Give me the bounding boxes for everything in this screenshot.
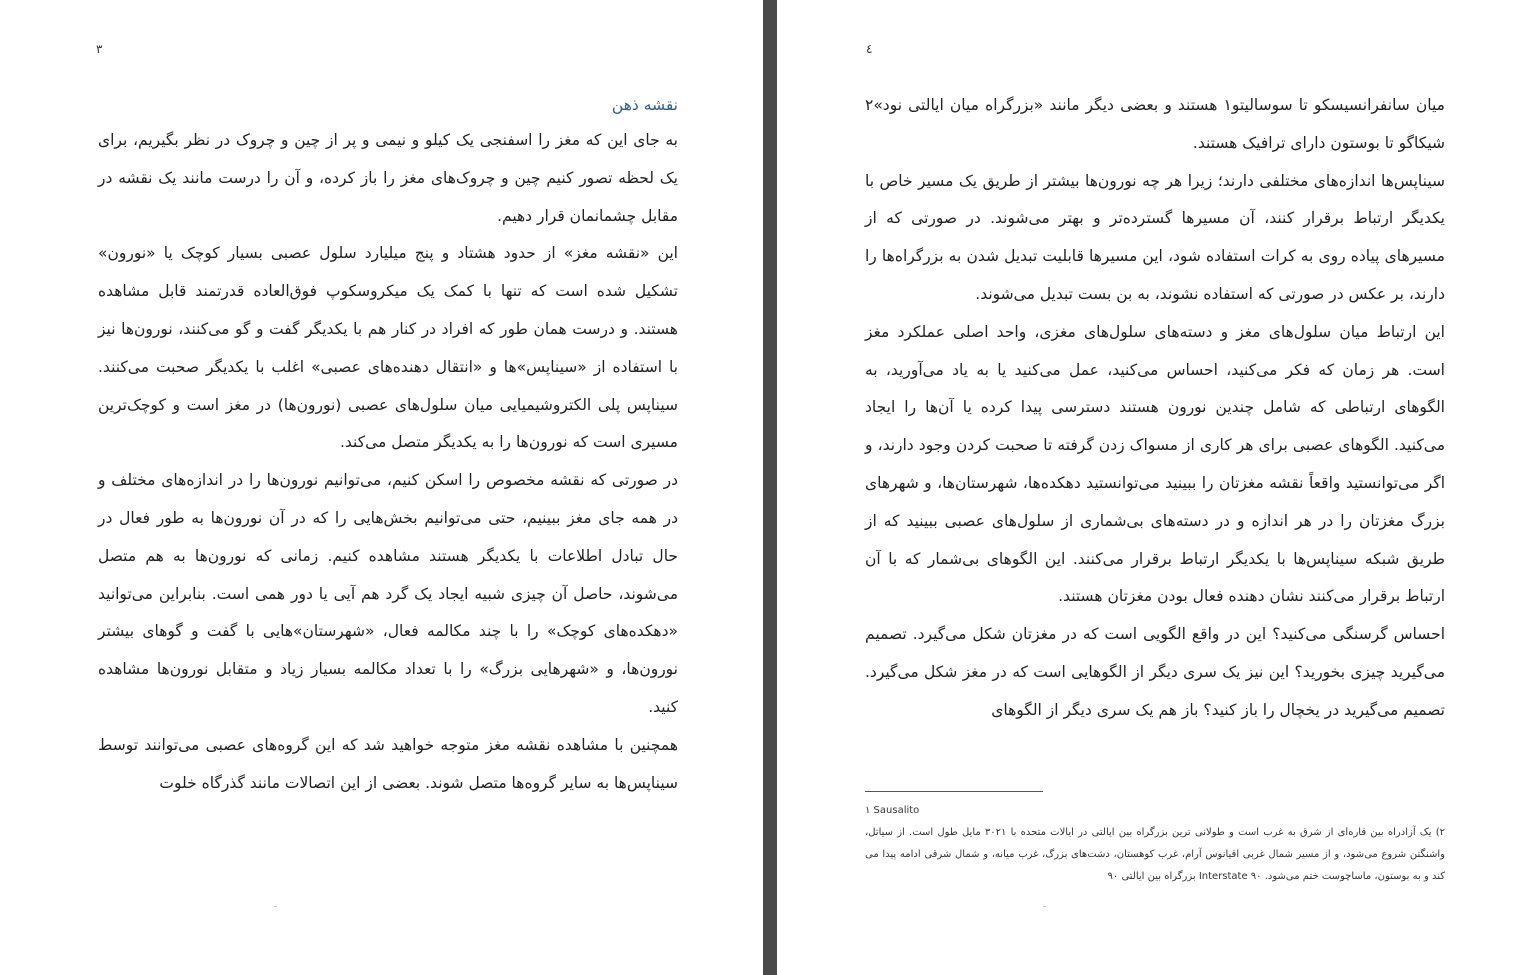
paragraph: احساس گرسنگی می‌کنید؟ این در واقع الگویی است که در مغزتان شکل می‌گیرد. تصمیم می‌گیرید چیزی بخورید؟ این نیز یک سری دیگر از الگوهایی است که در مغز شکل می‌گیرد. تصمیم می‌گیرید در یخچال را باز کنید؟ باز هم یک سری دیگر از الگوهای (865, 625, 1445, 719)
footnote-2: ۲) یک آزادراه بین قاره‌ای از شرق به غرب است و طولانی ترین بزرگراه بین ایالتی در ایالات متحده با ۳۰۲۱ مایل طول است. از سیاتل، واشنگتن شروع می‌شود، و از مسیر شمال غربی اقیانوس آرام، غرب کوهستان، دشت‌های بزرگ، غرب میانه، و شمال شرقی ادامه پیدا می کند و به بوستون، ماساچوست ختم می‌شود. Interstate ۹۰ بزرگراه بین ایالتی ۹۰ (865, 827, 1445, 882)
paragraph: همچنین با مشاهده نقشه مغز متوجه خواهید شد که این گروه‌های عصبی می‌توانند توسط سیناپس‌ها به سایر گروه‌ها متصل شوند. بعضی از این اتصالات مانند گذرگاه خلوت (98, 735, 678, 792)
page-mark (274, 906, 277, 907)
footnote-1: ۱ Sausalito (865, 805, 920, 816)
page-4 (777, 0, 1536, 975)
page-3 (0, 0, 763, 975)
section-heading: نقشه ذهن (611, 96, 678, 114)
page-body (865, 87, 1445, 730)
footnotes (865, 800, 1445, 888)
paragraph: به جای این که مغز را اسفنجی یک کیلو و نیمی و پر از چین و چروک در نظر بگیریم، برای یک لحظه تصور کنیم چین و چروک‌های مغز را باز کرده، و آن را درست مانند یک نقشه در مقابل چشمانمان قرار دهیم. (98, 131, 678, 225)
page-number: ٤ (866, 42, 873, 56)
footnote-separator (865, 791, 1043, 792)
paragraph: این ارتباط میان سلول‌های مغز و دسته‌های سلول‌های مغزی، واحد اصلی عملکرد مغز است. هر زمان که فکر می‌کنید، احساس می‌کنید، عمل می‌کنید یا به یاد می‌آورید، به الگوهای ارتباطی که شامل چندین نورون هستند دسترسی پیدا کرده یا آن‌ها را ایجاد می‌کنید. الگوهای عصبی برای هر کاری از مسواک زدن گرفته تا صحبت کردن وجود دارند، و اگر می‌توانستید واقعاً نقشه مغزتان را ببینید می‌توانستید دهکده‌ها، شهرستان‌ها، و شهرهای بزرگ مغزتان را در هر اندازه و در دسته‌های بی‌شماری از سلول‌های عصبی ببینید که از طریق شبکه سیناپس‌ها با یکدیگر ارتباط برقرار می‌کنند. این الگوهای بی‌شمار که با آن ارتباط برقرار می‌کنند نشان دهنده فعال بودن مغزتان هستند. (865, 322, 1445, 606)
paragraph: میان سانفرانسیسکو تا سوسالیتو۱ هستند و بعضی دیگر مانند «بزرگراه میان ایالتی نود»۲ شیکاگو تا بوستون دارای ترافیک هستند. (865, 96, 1445, 152)
paragraph: این «نقشه مغز» از حدود هشتاد و پنج میلیارد سلول عصبی بسیار کوچک یا «نورون» تشکیل شده است که تنها با کمک یک میکروسکوپ فوق‌العاده قدرتمند قابل مشاهده هستند. و درست همان طور که افراد در کنار هم با یکدیگر گفت و گو می‌کنند، نورون‌ها نیز با استفاده از «سیناپس»ها و «انتقال دهنده‌های عصبی» اغلب با یکدیگر صحبت می‌کنند. سیناپس پلی الکتروشیمیایی میان سلول‌های عصبی (نورون‌ها) در مغز است و کوچک‌ترین مسیری است که نورون‌ها را به یکدیگر متصل می‌کند. (98, 244, 678, 452)
page-body (98, 88, 678, 802)
page-number: ۳ (96, 42, 103, 56)
page-mark (1043, 906, 1046, 907)
paragraph: در صورتی که نقشه مخصوص را اسکن کنیم، می‌توانیم نورون‌ها را در اندازه‌های مختلف و در همه جای مغز ببینیم، حتی می‌توانیم بخش‌هایی را که در آن نورون‌ها به طور فعال در حال تبادل اطلاعات با یکدیگر هستند مشاهده کنیم. زمانی که نورون‌ها به هم متصل می‌شوند، حاصل آن چیزی شبیه ایجاد یک گرد هم آیی یا دور همی است. بنابراین می‌توانید «دهکده‌های کوچک» را با چند مکالمه فعال، «شهرستان»هایی با گفت و گوهای بیشتر نورون‌ها، و «شهرهایی بزرگ» را با تعداد مکالمه بسیار زیاد و متقابل نورون‌ها مشاهده کنید. (98, 471, 678, 716)
paragraph: سیناپس‌ها اندازه‌های مختلفی دارند؛ زیرا هر چه نورون‌ها بیشتر از طریق یک مسیر خاص با یکدیگر ارتباط برقرار کنند، آن مسیرها گسترده‌تر و بهتر می‌شوند. در صورتی که از مسیرهای پیاده روی به کرات استفاده شود، این مسیرها قابلیت تبدیل شدن به بزرگراه‌ها را دارند، بر عکس در صورتی که استفاده نشوند، به بن بست تبدیل می‌شوند. (865, 171, 1445, 303)
